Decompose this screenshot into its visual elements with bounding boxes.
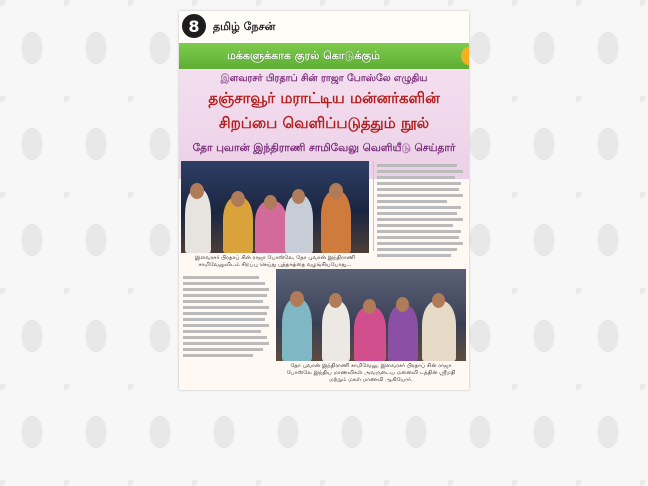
photo-figure-head [396, 297, 409, 312]
photo-figure-head [231, 191, 245, 207]
photo-figure-head [190, 183, 204, 199]
headline-line-2: சிறப்பை வெளிப்படுத்தும் நூல் [218, 114, 430, 132]
column-divider [373, 161, 374, 251]
orange-logo-mark [461, 47, 469, 65]
headline-byline: தோ புவான் இந்திராணி சாமிவேலு வெளியீடு செய்தார் [192, 142, 456, 154]
photo-figure [321, 191, 351, 253]
group-photo [276, 269, 466, 361]
photo-figure-head [329, 183, 343, 199]
newspaper-clipping [179, 11, 469, 390]
photo-figure [354, 307, 386, 361]
headline-line-1: தஞ்சாவூர் மராட்டிய மன்னர்களின் [208, 89, 440, 107]
photo-figure-head [432, 293, 445, 308]
photo-figure-head [329, 293, 342, 308]
photo-figure-head [363, 299, 376, 314]
photo-figure [282, 299, 312, 361]
article-body-right-column [377, 161, 465, 260]
photo-figure [322, 301, 350, 361]
photo-figure-head [264, 195, 277, 210]
photo-figure-head [292, 189, 305, 204]
slogan-text: மக்களுக்காக குரல் கொடுக்கும் [227, 49, 380, 62]
group-photo-caption: தோ புவான் இந்திராணி சாமிவேலு, இளவரசர் பிரதாப் சின் ராஜா போஸ்லே இந்திய மாணவிகள் அவருடைய மனைவி டத்தின் ஸ்ரீமதி மற்றும் மகள் மாணவி ஆகியோர். [286, 363, 456, 383]
photo-figure-head [290, 291, 304, 307]
page-number-badge: 8 [182, 14, 206, 38]
book-presentation-photo [181, 161, 369, 253]
slogan-bar [179, 43, 469, 69]
article-body-left-column [183, 273, 271, 360]
photo-figure [388, 305, 418, 361]
headline-kicker: இளவரசர் பிரதாப் சின் ராஜா போஸ்லே எழுதிய [220, 73, 428, 84]
masthead-strip [179, 11, 469, 43]
photo-figure [422, 301, 456, 361]
newspaper-name: தமிழ் நேசன் [213, 20, 276, 33]
photo-caption: இளவரசர் பிரதாப் சின் ராஜா போஸ்லே, தோ புவான் இந்திராணி சாமிவேலுவிடம் சிறப்பு செய்து புத்தகத்தை வழங்கியபோது... [195, 255, 355, 268]
